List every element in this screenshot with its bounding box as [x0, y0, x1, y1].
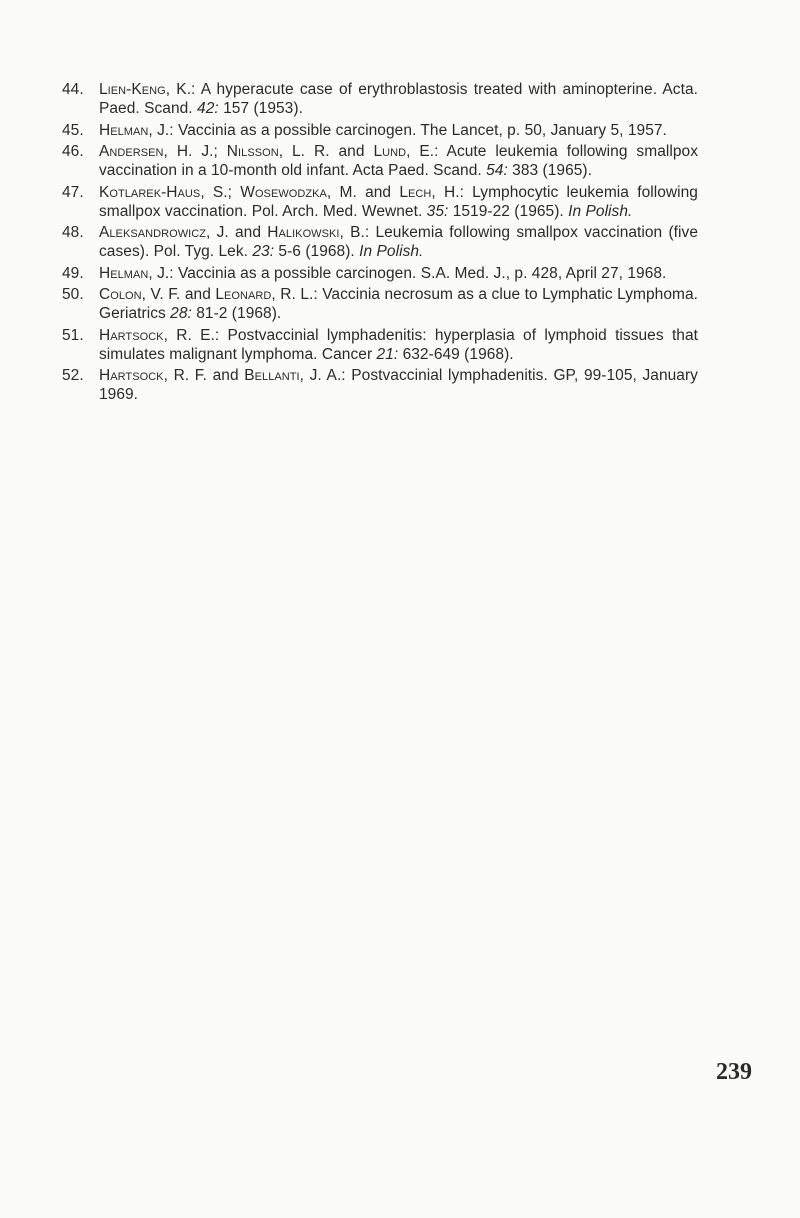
author-name: Kotlarek-Haus — [99, 183, 201, 201]
italic-text: 28: — [170, 305, 192, 322]
reference-number: 52. — [62, 367, 84, 384]
author-name: Leonard — [215, 286, 272, 303]
reference-text: 5-6 (1968). — [274, 243, 360, 260]
reference-number: 49. — [62, 264, 84, 282]
reference-text: , L. R. and — [278, 143, 374, 160]
reference-item — [62, 80, 698, 118]
italic-text: 35: — [426, 202, 449, 220]
reference-text: , R. L.: Vaccinia necrosum as a clue to Lymphatic Lymphoma. Geriatrics — [99, 286, 698, 322]
italic-text: 54: — [486, 162, 508, 179]
reference-item — [62, 142, 698, 180]
reference-text: , R. F. and — [163, 367, 245, 384]
reference-text: , J. and — [206, 224, 268, 241]
reference-item — [62, 366, 698, 404]
reference-text: , S.; — [200, 183, 241, 201]
reference-item — [62, 285, 698, 323]
reference-item — [62, 183, 698, 221]
reference-list — [62, 80, 698, 407]
reference-text: 632-649 (1968). — [398, 345, 514, 363]
italic-text: 21: — [376, 345, 399, 363]
reference-number: 46. — [62, 143, 84, 160]
reference-number: 44. — [62, 81, 84, 98]
reference-text: , K.: A hyperacute case of erythroblastosis treated with aminopterine. Acta. Paed. Scand. — [99, 81, 698, 117]
reference-text: , H. J.; — [163, 143, 227, 160]
author-name: Aleksandrowicz — [99, 224, 206, 241]
italic-text: In Polish. — [359, 243, 424, 260]
reference-text: 383 (1965). — [507, 162, 592, 179]
reference-text: , J.: Vaccinia as a possible carcinogen. S.A. Med. J., p. 428, April 27, 1968. — [148, 264, 667, 282]
author-name: Lund — [373, 143, 407, 160]
author-name: Andersen — [99, 143, 164, 160]
author-name: Wosewodzka — [240, 183, 327, 201]
italic-text: 23: — [252, 243, 275, 260]
author-name: Hartsock — [99, 326, 164, 344]
reference-text: 157 (1953). — [218, 100, 303, 117]
reference-text: , J.: Vaccinia as a possible carcinogen. The Lancet, p. 50, January 5, 1957. — [148, 121, 667, 139]
italic-text: In Polish. — [568, 202, 633, 220]
author-name: Bellanti — [244, 367, 300, 384]
reference-text: , E.: Acute leukemia following smallpox vaccination in a 10-month old infant. Acta Paed. Scand. — [99, 143, 698, 179]
reference-number: 47. — [62, 183, 84, 201]
reference-number: 48. — [62, 224, 84, 241]
page-number: 239 — [716, 1059, 752, 1085]
italic-text: 42: — [197, 100, 219, 117]
reference-text: , B.: Leukemia following smallpox vaccination (five cases). Pol. Tyg. Lek. — [99, 224, 699, 260]
reference-item — [62, 264, 698, 283]
reference-text: , M. and — [326, 183, 400, 201]
reference-item — [62, 326, 698, 364]
reference-number: 45. — [62, 121, 84, 139]
author-name: Halikowski — [267, 224, 340, 241]
author-name: Lech — [399, 183, 432, 201]
reference-text: 1519-22 (1965). — [448, 202, 569, 220]
reference-number: 50. — [62, 286, 84, 303]
reference-text: , H.: Lymphocytic leukemia following smallpox vaccination. Pol. Arch. Med. Wewnet. — [99, 183, 698, 220]
author-name: Hartsock — [99, 367, 164, 384]
reference-item — [62, 121, 698, 140]
reference-text: , V. F. and — [141, 286, 216, 303]
author-name: Nilsson — [226, 143, 279, 160]
reference-text: , J. A.: Postvaccinial lymphadenitis. GP, 99-105, January 1969. — [99, 367, 698, 403]
reference-item — [62, 223, 698, 261]
author-name: Colon — [99, 286, 142, 303]
reference-number: 51. — [62, 326, 84, 344]
author-name: Helman — [99, 121, 149, 139]
reference-text: 81-2 (1968). — [191, 305, 282, 322]
reference-text: , R. E.: Postvaccinial lymphadenitis: hyperplasia of lymphoid tissues that simulates malignant lymphoma. Cancer — [99, 326, 698, 363]
author-name: Lien-Keng — [99, 81, 166, 98]
author-name: Helman — [99, 264, 149, 282]
